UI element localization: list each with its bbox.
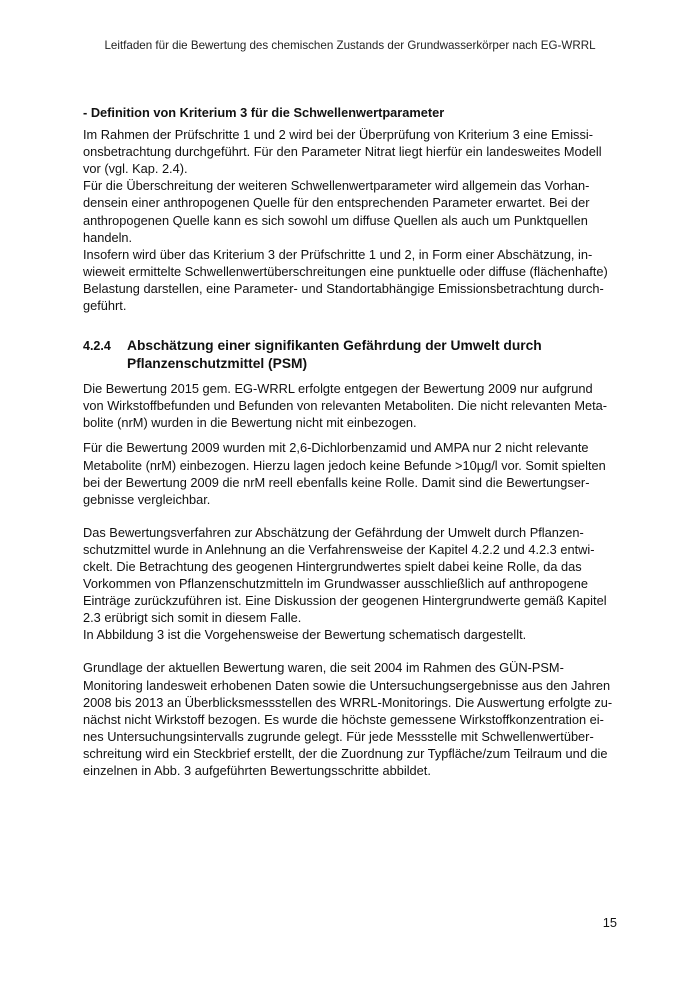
- text-line: 2.3 erübrigt sich somit in diesem Falle.: [83, 610, 302, 626]
- text-line: ckelt. Die Betrachtung des geogenen Hintergrundwertes spielt dabei keine Rolle, da das: [83, 558, 582, 574]
- text-line: von Wirkstoffbefunden und Befunden von relevanten Metaboliten. Die nicht relevanten Meta-: [83, 398, 608, 414]
- text-line: Im Rahmen der Prüfschritte 1 und 2 wird bei der Überprüfung von Kriterium 3 eine Emissi-: [83, 127, 593, 143]
- section-title: [127, 337, 542, 372]
- paragraph: [83, 380, 618, 431]
- text-line: Für die Überschreitung der weiteren Schwellenwertparameter wird allgemein das Vorhan-: [83, 178, 590, 194]
- criterion-paragraph: [83, 126, 618, 314]
- text-line: vor (vgl. Kap. 2.4).: [83, 161, 188, 177]
- text-line: handeln.: [83, 229, 133, 245]
- text-line: schutzmittel wurde in Anlehnung an die Verfahrensweise der Kapitel 4.2.2 und 4.2.3 entwi-: [83, 541, 595, 557]
- text-line: Das Bewertungsverfahren zur Abschätzung der Gefährdung der Umwelt durch Pflanzen-: [83, 524, 584, 540]
- text-line: Für die Bewertung 2009 wurden mit 2,6-Dichlorbenzamid und AMPA nur 2 nicht relevante: [83, 440, 589, 456]
- text-line: 2008 bis 2013 an Überblicksmessstellen des WRRL-Monitorings. Die Auswertung erfolgte zu-: [83, 694, 613, 710]
- text-line: nes Untersuchungsintervalls zugrunde gelegt. Für jede Messstelle mit Schwellenwertüber-: [83, 728, 594, 744]
- text-line: einzelnen in Abb. 3 aufgeführten Bewertungsschritte abbildet.: [83, 763, 431, 778]
- criterion-title: - Definition von Kriterium 3 für die Schwellenwertparameter: [83, 105, 445, 120]
- text-line: bei der Bewertung 2009 die nrM reell ebenfalls keine Rolle. Damit sind die Bewertungser-: [83, 474, 590, 490]
- text-line: nächst nicht Wirkstoff bezogen. Es wurde die höchste gemessene Wirkstoffkonzentration ei-: [83, 711, 604, 727]
- paragraph: [83, 439, 618, 507]
- text-line: Belastung darstellen, eine Parameter- und Standortabhängige Emissionsbetrachtung durch-: [83, 280, 604, 296]
- text-line: densein einer anthropogenen Quelle für den entsprechenden Parameter erwartet. Bei der: [83, 195, 590, 211]
- text-line: schreitung wird ein Steckbrief erstellt, der die Zuordnung zur Typfläche/zum Teilraum und die: [83, 745, 608, 761]
- text-line: Metabolite (nrM) einbezogen. Hierzu lagen jedoch keine Befunde >10µg/l vor. Somit spielten: [83, 457, 606, 473]
- running-header: Leitfaden für die Bewertung des chemischen Zustands der Grundwasserkörper nach EG-WRRL: [104, 39, 596, 52]
- paragraph: [83, 659, 618, 779]
- text-line: Die Bewertung 2015 gem. EG-WRRL erfolgte entgegen der Bewertung 2009 nur aufgrund: [83, 381, 593, 397]
- section-title-line: Abschätzung einer signifikanten Gefährdung der Umwelt durch: [127, 338, 542, 354]
- text-line: geführt.: [83, 298, 127, 314]
- page-content: [83, 104, 618, 779]
- text-line: Vorkommen von Pflanzenschutzmitteln im Grundwasser ausschließlich auf anthropogene: [83, 576, 589, 592]
- section-number: 4.2.4: [83, 339, 111, 354]
- section-title-line: Pflanzenschutzmittel (PSM): [127, 355, 308, 371]
- page-number: 15: [602, 915, 617, 930]
- text-line: bolite (nrM) wurden in die Bewertung nicht mit einbezogen.: [83, 415, 417, 431]
- text-line: Insofern wird über das Kriterium 3 der Prüfschritte 1 und 2, in Form einer Abschätzung, in-: [83, 246, 593, 262]
- text-line: Einträge zurückzuführen ist. Eine Diskussion der geogenen Hintergrundwerte gemäß Kapitel: [83, 593, 607, 609]
- section-heading: [83, 337, 618, 372]
- text-line: In Abbildung 3 ist die Vorgehensweise der Bewertung schematisch dargestellt.: [83, 627, 527, 643]
- paragraph: [83, 524, 618, 644]
- text-line: Grundlage der aktuellen Bewertung waren, die seit 2004 im Rahmen des GÜN-PSM-: [83, 660, 564, 676]
- text-line: Monitoring landesweit erhobenen Daten sowie die Untersuchungsergebnisse aus den Jahren: [83, 677, 611, 693]
- text-line: anthropogenen Quelle kann es sich sowohl um diffuse Quellen als auch um Punktquellen: [83, 212, 588, 228]
- text-line: onsbetrachtung durchgeführt. Für den Parameter Nitrat liegt hierfür ein landesweites Modell: [83, 144, 602, 160]
- text-line: gebnisse vergleichbar.: [83, 491, 211, 507]
- text-line: wieweit ermittelte Schwellenwertüberschreitungen eine punktuelle oder diffuse (flächenhafte): [83, 263, 608, 279]
